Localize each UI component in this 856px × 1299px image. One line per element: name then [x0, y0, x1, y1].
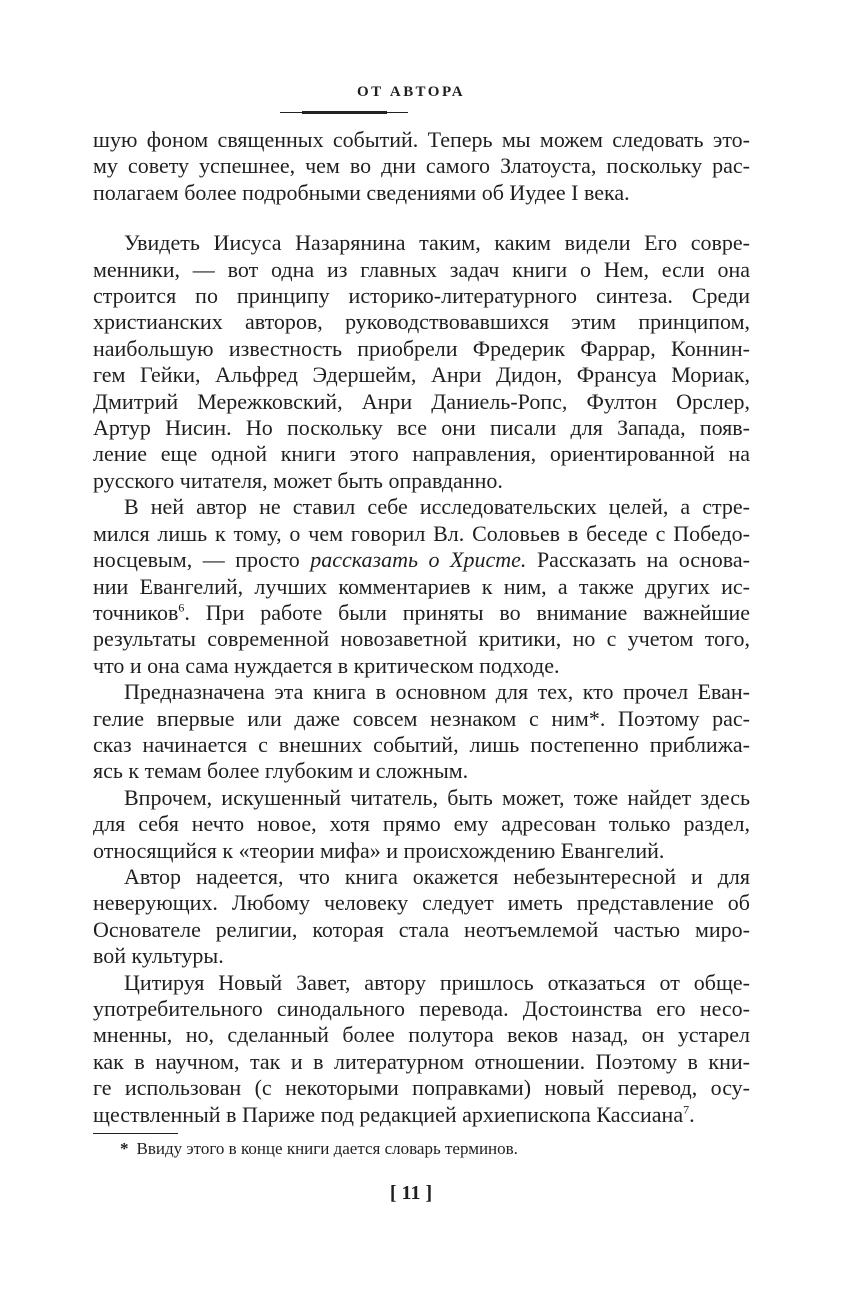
- text-line: гем Гейки, Альфред Эдершейм, Анри Дидон, Франсуа Мориак,: [93, 362, 750, 388]
- footnote-marker: *: [120, 1139, 129, 1158]
- paragraph: [93, 785, 750, 864]
- text-line: му совету успешнее, чем во дни самого Златоуста, поскольку рас-: [93, 153, 750, 179]
- text-line: менники, — вот одна из главных задач книги о Нем, если она: [93, 256, 750, 282]
- text-line: нии Евангелий, лучших комментариев к ним, а также других ис-: [93, 573, 750, 599]
- paragraph: [93, 127, 750, 206]
- text-line: строится по принципу историко-литературного синтеза. Среди: [93, 283, 750, 309]
- text-line: вой культуры.: [93, 943, 224, 969]
- text-line: шую фоном священных событий. Теперь мы можем следовать это-: [93, 127, 750, 152]
- footnote-text: Ввиду этого в конце книги дается словарь терминов.: [136, 1139, 518, 1158]
- text-segment: Рассказать на основа-: [526, 547, 750, 573]
- footnote: [120, 1139, 518, 1159]
- text-line: неверующих. Любому человеку следует иметь представление об: [93, 890, 750, 916]
- paragraph: [93, 864, 750, 970]
- text-line: Основателе религии, которая стала неотъемлемой частью миро-: [93, 916, 750, 942]
- text-line: христианских авторов, руководствовавшихся этим принципом,: [93, 309, 750, 335]
- text-line: Предназначена эта книга в основном для тех, кто прочел Еван-: [124, 679, 750, 705]
- text-line: ление еще одной книги этого направления, ориентированной на: [93, 441, 750, 467]
- text-line: полагаем более подробными сведениями об Иудее I века.: [93, 179, 630, 205]
- text-line: относящийся к «теории мифа» и происхождению Евангелий.: [93, 837, 665, 863]
- note-reference: 6: [178, 600, 185, 615]
- paragraph: [93, 679, 750, 785]
- text-line: Впрочем, искушенный читатель, быть может, тоже найдет здесь: [124, 784, 750, 810]
- paragraph-gap: [93, 206, 750, 230]
- text-segment: . При работе были приняты во внимание важнейшие: [184, 599, 750, 625]
- page-number: [ 11 ]: [389, 1182, 433, 1204]
- text-segment: точников: [93, 599, 179, 625]
- text-line: Автор надеется, что книга окажется небезынтересной и для: [124, 863, 750, 889]
- body-text: [93, 127, 750, 1128]
- text-line: ясь к темам более глубоким и сложным.: [93, 758, 469, 784]
- text-line: Артур Нисин. Но поскольку все они писали для Запада, появ-: [93, 415, 750, 441]
- text-line: Цитируя Новый Завет, автору пришлось отказаться от обще-: [124, 969, 750, 995]
- paragraph: [93, 494, 750, 679]
- text-line: как в научном, так и в литературном отношении. Поэтому в кни-: [93, 1048, 750, 1074]
- footnote-rule: [93, 1133, 178, 1134]
- text-line: Дмитрий Мережковский, Анри Даниель-Ропс, Фултон Орслер,: [93, 388, 750, 414]
- running-header: ОТ АВТОРА: [356, 84, 466, 100]
- text-line: [93, 1102, 750, 1128]
- paragraph: [93, 230, 750, 494]
- text-line: сказ начинается с внешних событий, лишь постепенно приближа-: [93, 731, 750, 757]
- text-line: что и она сама нуждается в критическом подходе.: [93, 652, 560, 678]
- header-rule-accent: [302, 111, 387, 114]
- note-reference: 7: [683, 1102, 690, 1117]
- text-line: ге использован (с некоторыми поправками) новый перевод, осу-: [93, 1075, 750, 1101]
- text-line: [93, 547, 750, 573]
- text-line: наибольшую известность приобрели Фредерик Фаррар, Коннин-: [93, 335, 750, 361]
- text-segment: носцевым, — просто: [93, 547, 311, 573]
- text-line: [93, 600, 750, 626]
- text-line: гелие впервые или даже совсем незнаком с ним*. Поэтому рас-: [93, 705, 750, 731]
- text-line: В ней автор не ставил себе исследовательских целей, а стре-: [124, 494, 750, 520]
- emphasis: рассказать о Христе.: [310, 547, 527, 573]
- text-line: употребительного синодального перевода. Достоинства его несо-: [93, 996, 750, 1021]
- text-line: для себя нечто новое, хотя прямо ему адресован только раздел,: [93, 811, 750, 837]
- paragraph: [93, 970, 750, 1128]
- text-line: мненны, но, сделанный более полутора веков назад, он устарел: [93, 1022, 750, 1048]
- text-line: Увидеть Иисуса Назарянина таким, каким видели Его совре-: [124, 230, 750, 256]
- text-segment: ществленный в Париже под редакцией архиепископа Кассиана: [93, 1101, 684, 1127]
- text-line: мился лишь к тому, о чем говорил Вл. Соловьев в беседе с Победо-: [93, 520, 750, 546]
- text-line: русского читателя, может быть оправданно.: [93, 467, 503, 493]
- text-segment: .: [689, 1101, 695, 1127]
- text-line: результаты современной новозаветной критики, но с учетом того,: [93, 626, 750, 652]
